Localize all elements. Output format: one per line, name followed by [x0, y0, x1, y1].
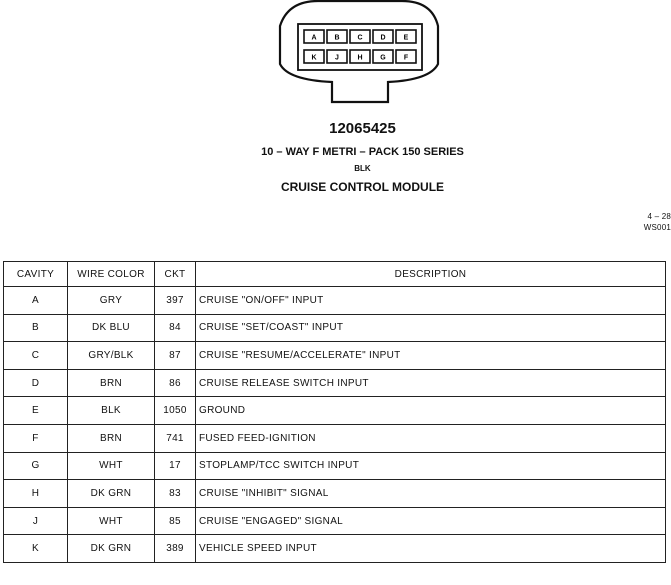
connector-description: 10 – WAY F METRI – PACK 150 SERIES [261, 146, 464, 158]
pinout-table [3, 261, 666, 563]
cell-description: GROUND [196, 397, 666, 425]
cell-cavity: E [4, 397, 68, 425]
cell-description: CRUISE "SET/COAST" INPUT [196, 314, 666, 342]
cell-description: CRUISE "ON/OFF" INPUT [196, 287, 666, 315]
cell-description: STOPLAMP/TCC SWITCH INPUT [196, 452, 666, 480]
cell-wire-color: DK GRN [68, 535, 155, 563]
cavity-k-label: K [311, 54, 317, 62]
table-row [4, 369, 666, 397]
cell-cavity: B [4, 314, 68, 342]
cell-cavity: F [4, 424, 68, 452]
cell-wire-color: DK GRN [68, 480, 155, 508]
connector-face-diagram [270, 0, 450, 112]
cell-cavity: K [4, 535, 68, 563]
cell-cavity: D [4, 369, 68, 397]
table-row [4, 342, 666, 370]
cell-wire-color: DK BLU [68, 314, 155, 342]
cell-wire-color: BLK [68, 397, 155, 425]
table-row [4, 424, 666, 452]
cell-cavity: A [4, 287, 68, 315]
header-cavity: CAVITY [4, 262, 68, 287]
cavity-row-top [304, 30, 416, 43]
cavity-j-label: J [335, 54, 339, 62]
cell-ckt: 85 [155, 507, 196, 535]
table-row [4, 397, 666, 425]
cell-ckt: 83 [155, 480, 196, 508]
cavity-b-label: B [334, 34, 340, 42]
cavity-d-label: D [380, 34, 386, 42]
cell-cavity: G [4, 452, 68, 480]
cell-ckt: 1050 [155, 397, 196, 425]
table-row [4, 507, 666, 535]
cell-cavity: C [4, 342, 68, 370]
cavity-f-label: F [403, 54, 409, 62]
connector-color-code: BLK [354, 164, 371, 173]
cell-ckt: 397 [155, 287, 196, 315]
cell-description: FUSED FEED-IGNITION [196, 424, 666, 452]
cell-wire-color: WHT [68, 452, 155, 480]
cell-wire-color: BRN [68, 369, 155, 397]
cell-wire-color: GRY [68, 287, 155, 315]
cavity-e-label: E [403, 34, 409, 42]
cell-description: VEHICLE SPEED INPUT [196, 535, 666, 563]
table-row [4, 287, 666, 315]
cell-description: CRUISE RELEASE SWITCH INPUT [196, 369, 666, 397]
cell-wire-color: WHT [68, 507, 155, 535]
cell-wire-color: BRN [68, 424, 155, 452]
cavity-row-bottom [304, 50, 416, 63]
cell-description: CRUISE "INHIBIT" SIGNAL [196, 480, 666, 508]
cavity-h-label: H [357, 54, 363, 62]
table-row [4, 314, 666, 342]
cavity-c-label: C [357, 34, 363, 42]
cell-description: CRUISE "ENGAGED" SIGNAL [196, 507, 666, 535]
cell-ckt: 87 [155, 342, 196, 370]
reference-code: WS001 [643, 223, 671, 232]
cell-wire-color: GRY/BLK [68, 342, 155, 370]
cell-description: CRUISE "RESUME/ACCELERATE" INPUT [196, 342, 666, 370]
table-row [4, 480, 666, 508]
cell-cavity: H [4, 480, 68, 508]
cavity-g-label: G [380, 54, 386, 62]
cavity-a-label: A [311, 34, 317, 42]
header-ckt: CKT [155, 262, 196, 287]
part-number: 12065425 [329, 120, 396, 137]
header-description: DESCRIPTION [196, 262, 666, 287]
cell-ckt: 84 [155, 314, 196, 342]
table-header-row [4, 262, 666, 287]
module-name: CRUISE CONTROL MODULE [280, 180, 445, 194]
cell-ckt: 741 [155, 424, 196, 452]
cell-ckt: 86 [155, 369, 196, 397]
table-row [4, 452, 666, 480]
table-row [4, 535, 666, 563]
cell-ckt: 389 [155, 535, 196, 563]
reference-page: 4 – 28 [647, 212, 671, 221]
cell-ckt: 17 [155, 452, 196, 480]
cell-cavity: J [4, 507, 68, 535]
header-wire-color: WIRE COLOR [68, 262, 155, 287]
